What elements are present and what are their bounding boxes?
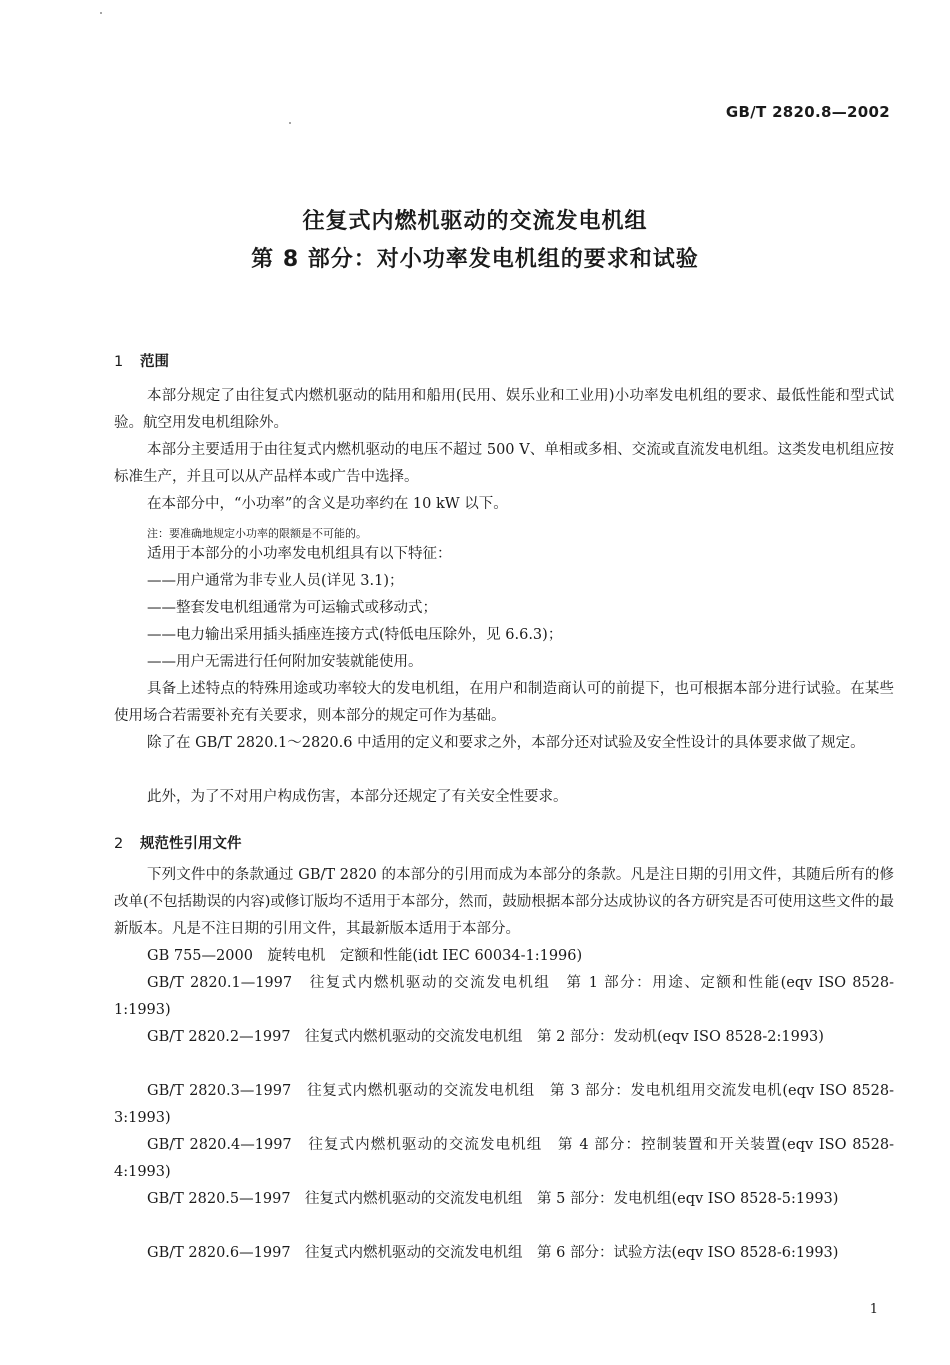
paragraph: 具备上述特点的特殊用途或功率较大的发电机组，在用户和制造商认可的前提下，也可根据本部分进行试验。在某些使用场合若需要补充有关要求，则本部分的规定可作为基础。 — [114, 681, 894, 724]
section-title: 范围 — [140, 354, 169, 370]
dash-list-item: ——用户通常为非专业人员(详见 3.1)； — [147, 573, 404, 589]
standard-code: GB/T 2820.8—2002 — [725, 103, 890, 121]
paragraph: 适用于本部分的小功率发电机组具有以下特征： — [147, 546, 452, 562]
section-title: 规范性引用文件 — [140, 836, 242, 852]
reference-item: GB/T 2820.2—1997 往复式内燃机驱动的交流发电机组 第 2 部分：发动机(eqv ISO 8528-2:1993) — [147, 1029, 824, 1045]
paragraph: 本部分规定了由往复式内燃机驱动的陆用和船用(民用、娱乐业和工业用)小功率发电机组的要求、最低性能和型式试验。航空用发电机组除外。 — [114, 388, 894, 431]
reference-item: GB 755—2000 旋转电机 定额和性能(idt IEC 60034-1:1996) — [147, 948, 583, 964]
section-2-heading — [114, 832, 242, 853]
paragraph: 在本部分中，“小功率”的含义是功率约在 10 kW 以下。 — [147, 496, 508, 512]
document-title-line1: 往复式内燃机驱动的交流发电机组 — [302, 209, 648, 234]
scan-speck — [100, 12, 102, 14]
paragraph: 下列文件中的条款通过 GB/T 2820 的本部分的引用而成为本部分的条款。凡是注日期的引用文件，其随后所有的修改单(不包括勘误的内容)或修订版均不适用于本部分，然而，鼓励根据本部分达成协议的各方研究是否可使用这些文件的最新版本。凡是不注日期的引用文件，其最新版本适用于本部分。 — [114, 867, 894, 937]
dash-list-item: ——整套发电机组通常为可运输式或移动式； — [147, 600, 437, 616]
dash-list-item: ——用户无需进行任何附加安装就能使用。 — [147, 654, 423, 670]
paragraph: 此外，为了不对用户构成伤害，本部分还规定了有关安全性要求。 — [147, 789, 568, 805]
reference-item: GB/T 2820.1—1997 往复式内燃机驱动的交流发电机组 第 1 部分：用途、定额和性能(eqv ISO 8528-1:1993) — [114, 975, 894, 1018]
reference-item: GB/T 2820.4—1997 往复式内燃机驱动的交流发电机组 第 4 部分：控制装置和开关装置(eqv ISO 8528-4:1993) — [114, 1137, 894, 1180]
page-number: 1 — [869, 1302, 878, 1317]
note: 注：要准确地规定小功率的限额是不可能的。 — [147, 527, 367, 540]
reference-item: GB/T 2820.3—1997 往复式内燃机驱动的交流发电机组 第 3 部分：发电机组用交流发电机(eqv ISO 8528-3:1993) — [114, 1083, 894, 1126]
paragraph: 除了在 GB/T 2820.1～2820.6 中适用的定义和要求之外，本部分还对试验及安全性设计的具体要求做了规定。 — [147, 735, 865, 751]
paragraph: 本部分主要适用于由往复式内燃机驱动的电压不超过 500 V、单相或多相、交流或直流发电机组。这类发电机组应按标准生产，并且可以从产品样本或广告中选择。 — [114, 442, 894, 485]
section-number: 2 — [114, 836, 124, 852]
scan-speck — [289, 122, 291, 124]
document-title-line2: 第 8 部分：对小功率发电机组的要求和试验 — [251, 247, 699, 272]
dash-list-item: ——电力输出采用插头插座连接方式(特低电压除外，见 6.6.3)； — [147, 627, 563, 643]
section-1-heading — [114, 350, 169, 371]
section-number: 1 — [114, 354, 124, 370]
reference-item: GB/T 2820.5—1997 往复式内燃机驱动的交流发电机组 第 5 部分：发电机组(eqv ISO 8528-5:1993) — [147, 1191, 839, 1207]
reference-item: GB/T 2820.6—1997 往复式内燃机驱动的交流发电机组 第 6 部分：试验方法(eqv ISO 8528-6:1993) — [147, 1245, 839, 1261]
